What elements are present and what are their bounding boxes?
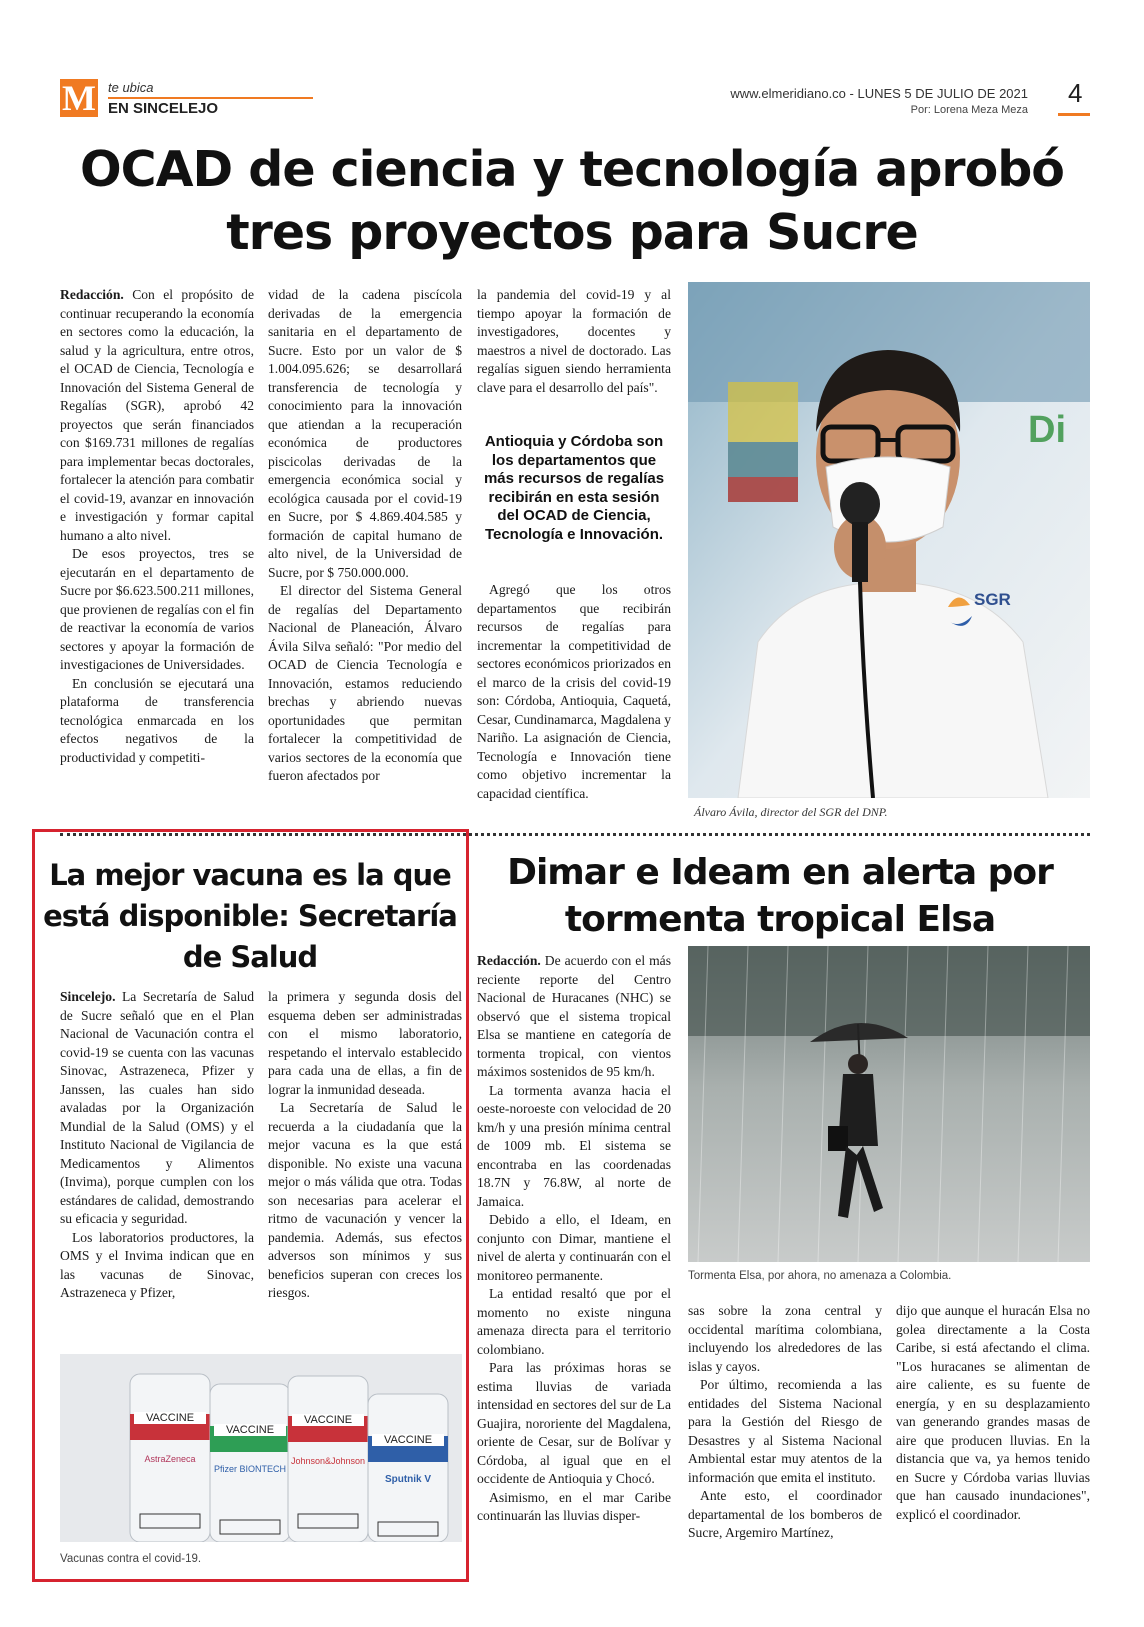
ocad-col2-p2: El director del Sistema General de regalías del Departamento Nacional de Planeación, Álvaro Ávila Silva señaló: "Por medio del OCAD de Ciencia Tecnología e Innovación, estamos reduciendo brechas y abriendo nuevas oportunidades que permitan fortalecer la competitividad de varios sectores de la economía que fueron afectados por: [268, 583, 462, 783]
dimar-col1-p4: La entidad resaltó que por el momento no existe ninguna amenaza directa para el territorio colombiano.: [477, 1286, 671, 1357]
ocad-column-3: [477, 286, 671, 397]
dimar-photo: [688, 946, 1090, 1262]
section-kicker: te ubica: [108, 80, 154, 95]
ocad-photo-caption: Álvaro Ávila, director del SGR del DNP.: [694, 805, 888, 819]
dimar-column-1: [477, 952, 671, 1526]
ocad-pullquote: Antioquia y Córdoba son los departamentos que más recursos de regalías recibirán en esta sesión del OCAD de Ciencia, Tecnología e Innovación.: [483, 433, 665, 543]
vacuna-photo-caption: Vacunas contra el covid-19.: [60, 1553, 202, 1565]
vial-label-4: VACCINE: [372, 1434, 444, 1446]
vial-brand-2: Pfizer BIONTECH: [213, 1464, 286, 1474]
vial-label-3: VACCINE: [292, 1414, 364, 1426]
vaccine-vials-illustration: [60, 1354, 462, 1542]
vacuna-column-1: [60, 988, 254, 1303]
vacuna-col1-p2: Los laboratorios productores, la OMS y el Invima indican que en las vacunas de Sinovac, Astrazeneca y Pfizer,: [60, 1229, 254, 1300]
ocad-col1-p2: De esos proyectos, tres se ejecutarán en el departamento de Sucre por $6.623.500.211 millones, que provienen de regalías con el fin de reactivar la economía de varios sectores y apoyar la formación de investigaciones de Universidades.: [60, 546, 255, 672]
vial-label-1: VACCINE: [134, 1412, 206, 1424]
page-number-rule: [1058, 113, 1090, 116]
vacuna-col1-p1: La Secretaría de Salud de Sucre señaló que en el Plan Nacional de Vacunación contra el covid-19 se cuenta con las vacunas Sinovac, Astrazeneca, Pfizer y Janssen, las cuales han sido avaladas por la Organización Mundial de la Salud (OMS) y el Instituto Nacional de Vigilancia de Medicamentos y Alimentos (Invima), porque cumplen con los estándares de calidad, demostrando su eficacia y seguridad.: [60, 989, 254, 1226]
ocad-headline: OCAD de ciencia y tecnología aprobó tres proyectos para Sucre: [80, 141, 1064, 261]
ocad-col1-p3: En conclusión se ejecutará una plataforma de transferencia tecnológica enmarcada en los efectos negativos de la productividad y competiti-: [60, 675, 254, 765]
dimar-column-3: [896, 1302, 1090, 1524]
dimar-col1-p1: De acuerdo con el más reciente reporte del Centro Nacional de Huracanes (NHC) se observó que el sistema tropical Elsa se mantiene en categoría de tormenta tropical, con vientos máximos sostenidos de 95 km/h.: [477, 953, 671, 1079]
dateline: www.elmeridiano.co - LUNES 5 DE JULIO DE 2021: [730, 86, 1028, 101]
dimar-lead: Redacción.: [477, 953, 541, 968]
vial-label-2: VACCINE: [214, 1424, 286, 1436]
svg-text:Di: Di: [1028, 409, 1066, 451]
speaker-photo-illustration: [688, 282, 1090, 798]
vacuna-col2-p1: la primera y segunda dosis del esquema deben ser administradas con el mismo laboratorio, respetando el intervalo establecido para cada una de ellas, a fin de lograr la inmunidad deseada.: [268, 989, 462, 1097]
dimar-col2-p3: Ante esto, el coordinador departamental de los bomberos de Sucre, Argemiro Martínez,: [688, 1488, 882, 1540]
dimar-col1-p2: La tormenta avanza hacia el oeste-noroeste con velocidad de 20 km/h y una presión mínima central de 1009 mb. El sistema se encontraba en las coordenadas 18.7N y 76.8W, al norte de Jamaica.: [477, 1082, 671, 1209]
vacuna-col2-p2: La Secretaría de Salud le recuerda a la ciudadanía que la mejor vacuna es la que está disponible. No existe una vacuna mejor o más válida que otra. Todas son necesarias para acelerar el ritmo de vacunación y vencer la pandemia. Además, sus efectos adversos son mínimos y sus beneficios superan con creces los riesgos.: [268, 1100, 462, 1300]
dimar-col1-p3: Debido a ello, el Ideam, en conjunto con Dimar, mantiene el nivel de alerta y continuarán con el monitoreo permanente.: [477, 1212, 671, 1283]
vacuna-headline: La mejor vacuna es la que está disponible: Secretaría de Salud: [43, 858, 457, 974]
dimar-col1-p6: Asimismo, en el mar Caribe continuarán las lluvias disper-: [477, 1489, 671, 1523]
ocad-lead: Redacción.: [60, 287, 124, 302]
dimar-col1-p5: Para las próximas horas se estima lluvias de variada intensidad en sectores del sur de La Guajira, nororiente del Magdalena, oriente de Cesar, sur de Bolívar y Córdoba, al igual que en el occidente de Antioquia y Chocó.: [477, 1360, 671, 1486]
vacuna-column-2: [268, 988, 462, 1303]
ocad-column-1: [60, 286, 254, 767]
ocad-col3-p1: la pandemia del covid-19 y al tiempo apoyar la formación de investigadores, docentes y maestros a nivel de doctorado. Las regalías siguen siendo herramienta clave para el desarrollo del país".: [477, 287, 671, 395]
newspaper-logo: M: [60, 79, 98, 117]
ocad-column-3b: [477, 581, 671, 803]
dimar-column-2: [688, 1302, 882, 1543]
dimar-headline: Dimar e Ideam en alerta por tormenta tropical Elsa: [507, 852, 1053, 940]
ocad-col2-p1: vidad de la cadena piscícola derivadas de la emergencia sanitaria en el departamento de Sucre. Esto por un valor de $ 1.004.095.626; se desarrollará transferencia de tecnología y conocimiento para la innovación que atiendan a la recuperación económica de productores piscicolas derivadas de la emergencia económica social y ecológica causada por el covid-19 en Sucre, por $ 4.869.404.585 y formación de capital humano de alto nivel, de la Universidad de Sucre, por $ 750.000.000.: [268, 287, 462, 580]
vial-brand-4: Sputnik V: [384, 1474, 432, 1485]
rain-photo-illustration: [688, 946, 1090, 1262]
ocad-col1-p1: Con el propósito de continuar recuperando la economía en sectores como la educación, la salud y la agricultura, entre otros, el OCAD de Ciencia, Tecnología e Innovación del Sistema General de Regalías (SGR), aprobó 42 proyectos que serán financiados con $169.731 millones de regalías para implementar becas doctorales, fortalecer la atención para combatir el covid-19, avanzar en innovación e investigación y formar capital humano a alto nivel.: [60, 287, 254, 543]
dimar-photo-caption: Tormenta Elsa, por ahora, no amenaza a Colombia.: [688, 1270, 952, 1282]
byline: Por: Lorena Meza Meza: [910, 104, 1028, 116]
section-name: EN SINCELEJO: [108, 100, 219, 117]
ocad-col3-p2: Agregó que los otros departamentos que recibirán recursos de regalías para incrementar la competitividad de sectores económicos priorizados en el marco de la crisis del covid-19 son: Córdoba, Antioquia, Caquetá, Cesar, Cundinamarca, Magdalena y Nariño. La asignación de Ciencia, Tecnología e Innovación tiene como objetivo incrementar la capacidad científica.: [477, 582, 671, 801]
ocad-column-2: [268, 286, 462, 786]
dimar-col2-p1: sas sobre la zona central y occidental marítima colombiana, incluyendo los alrededores de las islas y cayos.: [688, 1303, 882, 1374]
kicker-rule: [108, 97, 313, 99]
vial-brand-1: AstraZeneca: [144, 1454, 196, 1464]
dimar-col3-p1: dijo que aunque el huracán Elsa no golea directamente a la Costa Caribe, si está afectando el clima. "Los huracanes se alimentan de aire caliente, es su fuente de energía, y en su desplazamiento van generando grandes masas de aire que producen lluvias. En la distancia que va, ya hemos tenido en Sucre y Córdoba varias lluvias que han causado inundaciones", explicó el coordinador.: [896, 1303, 1090, 1522]
vial-brand-3: Johnson&Johnson: [290, 1456, 366, 1466]
dimar-col2-p2: Por último, recomienda a las entidades del Sistema Nacional para la Gestión del Riesgo de Desastres y al Sistema Nacional Ambiental estar muy atentos de la información que emita el instituto.: [688, 1377, 882, 1485]
vacuna-lead: Sincelejo.: [60, 989, 116, 1004]
ocad-photo: [688, 282, 1090, 798]
vacuna-photo: [60, 1354, 462, 1542]
sgr-logo: SGR: [974, 590, 1011, 609]
page-number: 4: [1068, 78, 1083, 108]
